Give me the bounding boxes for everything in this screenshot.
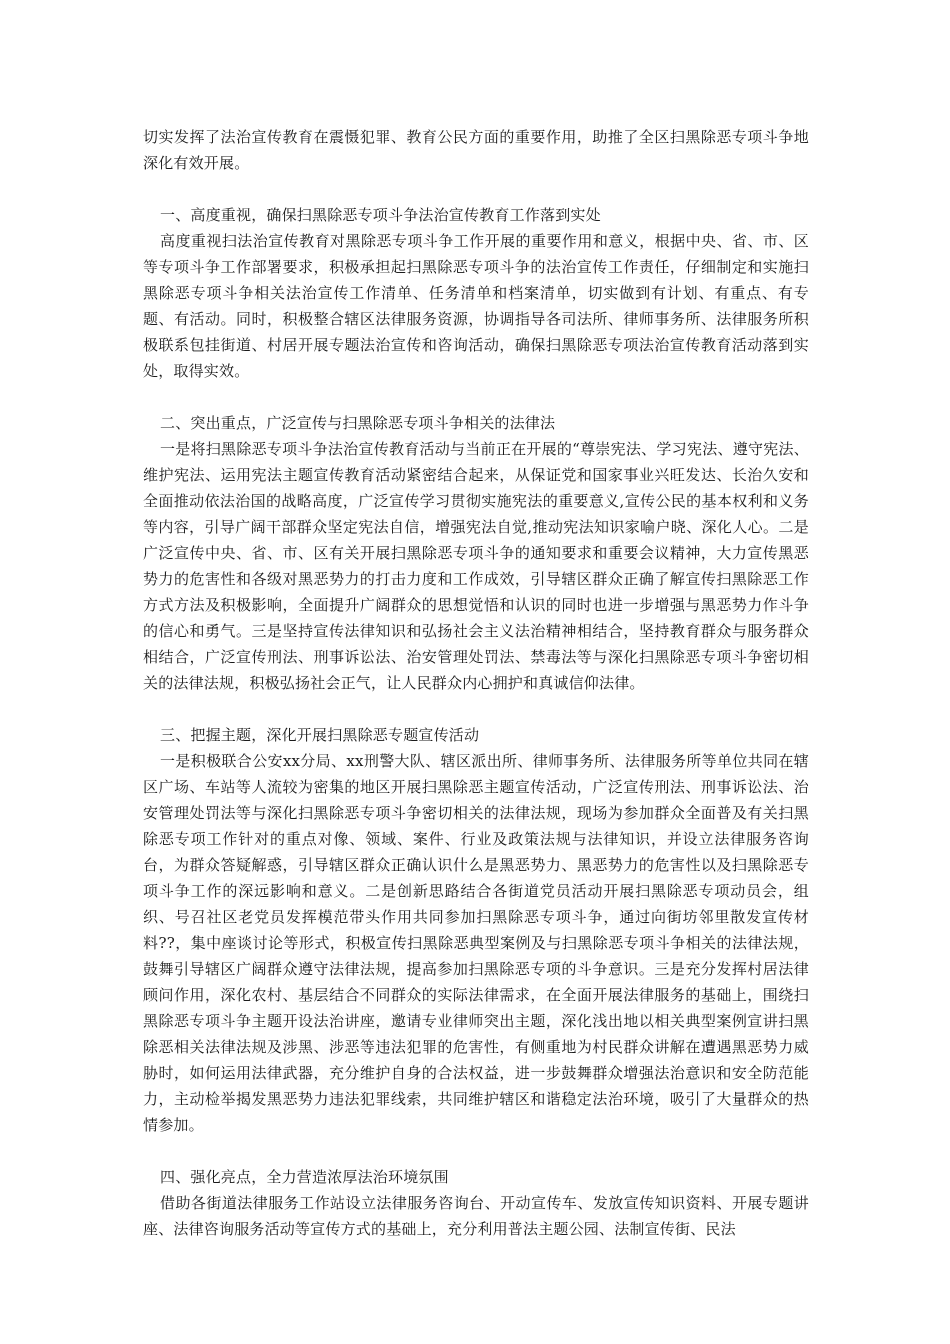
document-body: [143, 124, 809, 1242]
section-1-heading: 一、高度重视，确保扫黑除恶专项斗争法治宣传教育工作落到实处: [160, 206, 601, 224]
section-4-body: 借助各街道法律服务工作站设立法律服务咨询台、开动宣传车、发放宣传知识资料、开展专题讲座、法律咨询服务活动等宣传方式的基础上，充分利用普法主题公园、法制宣传街、民法: [143, 1194, 809, 1238]
section-1-body: 高度重视扫法治宣传教育对黑除恶专项斗争工作开展的重要作用和意义，根据中央、省、市、区等专项斗争工作部署要求，积极承担起扫黑除恶专项斗争的法治宣传工作责任，仔细制定和实施扫黑除恶专项斗争相关法治宣传工作清单、任务清单和档案清单，切实做到有计划、有重点、有专题、有活动。同时，积极整合辖区法律服务资源，协调指导各司法所、律师事务所、法律服务所积极联系包挂街道、村居开展专题法治宣传和咨询活动，确保扫黑除恶专项法治宣传教育活动落到实处，取得实效。: [143, 232, 809, 380]
section-3-heading: 三、把握主题，深化开展扫黑除恶专题宣传活动: [160, 726, 480, 744]
section-2-heading: 二、突出重点，广泛宣传与扫黑除恶专项斗争相关的法律法: [160, 414, 556, 432]
section-3-body: 一是积极联合公安xx分局、xx刑警大队、辖区派出所、律师事务所、法律服务所等单位共同在辖区广场、车站等人流较为密集的地区开展扫黑除恶主题宣传活动，广泛宣传刑法、刑事诉讼法、治安管理处罚法等与深化扫黑除恶专项斗争密切相关的法律法规，现场为参加群众全面普及有关扫黑除恶专项工作针对的重点对像、领域、案件、行业及政策法规与法律知识，并设立法律服务咨询台，为群众答疑解惑，引导辖区群众正确认识什么是黑恶势力、黑恶势力的危害性以及扫黑除恶专项斗争工作的深远影响和意义。二是创新思路结合各街道党员活动开展扫黑除恶专项动员会，组织、号召社区老党员发挥模范带头作用共同参加扫黑除恶专项斗争，通过向街坊邻里散发宣传材料??，集中座谈讨论等形式，积极宣传扫黑除恶典型案例及与扫黑除恶专项斗争相关的法律法规，鼓舞引导辖区广阔群众遵守法律法规，提高参加扫黑除恶专项的斗争意识。三是充分发挥村居法律顾问作用，深化农村、基层结合不同群众的实际法律需求，在全面开展法律服务的基础上，围绕扫黑除恶专项斗争主题开设法治讲座，邀请专业律师突出主题，深化浅出地以相关典型案例宣讲扫黑除恶相关法律法规及涉黑、涉恶等违法犯罪的危害性，有侧重地为村民群众讲解在遭遇黑恶势力威胁时，如何运用法律武器，充分维护自身的合法权益，进一步鼓舞群众增强法治意识和安全防范能力，主动检举揭发黑恶势力违法犯罪线索，共同维护辖区和谐稳定法治环境，吸引了大量群众的热情参加。: [143, 752, 809, 1134]
section-2-body: 一是将扫黑除恶专项斗争法治宣传教育活动与当前正在开展的“尊崇宪法、学习宪法、遵守宪法、维护宪法、运用宪法主题宣传教育活动紧密结合起来，从保证党和国家事业兴旺发达、长治久安和全面推动依法治国的战略高度，广泛宣传学习贯彻实施宪法的重要意义,宣传公民的基本权利和义务等内容，引导广阔干部群众坚定宪法自信，增强宪法自觉,推动宪法知识家喻户晓、深化人心。二是广泛宣传中央、省、市、区有关开展扫黑除恶专项斗争的通知要求和重要会议精神，大力宣传黑恶势力的危害性和各级对黑恶势力的打击力度和工作成效，引导辖区群众正确了解宣传扫黑除恶工作方式方法及积极影响，全面提升广阔群众的思想觉悟和认识的同时也进一步增强与黑恶势力作斗争的信心和勇气。三是坚持宣传法律知识和弘扬社会主义法治精神相结合，坚持教育群众与服务群众相结合，广泛宣传刑法、刑事诉讼法、治安管理处罚法、禁毒法等与深化扫黑除恶专项斗争密切相关的法律法规，积极弘扬社会正气，让人民群众内心拥护和真诚信仰法律。: [143, 440, 809, 692]
intro-paragraph: 切实发挥了法治宣传教育在震慑犯罪、教育公民方面的重要作用，助推了全区扫黑除恶专项斗争地深化有效开展。: [143, 128, 809, 172]
section-4-heading: 四、强化亮点，全力营造浓厚法治环境氛围: [160, 1168, 449, 1186]
